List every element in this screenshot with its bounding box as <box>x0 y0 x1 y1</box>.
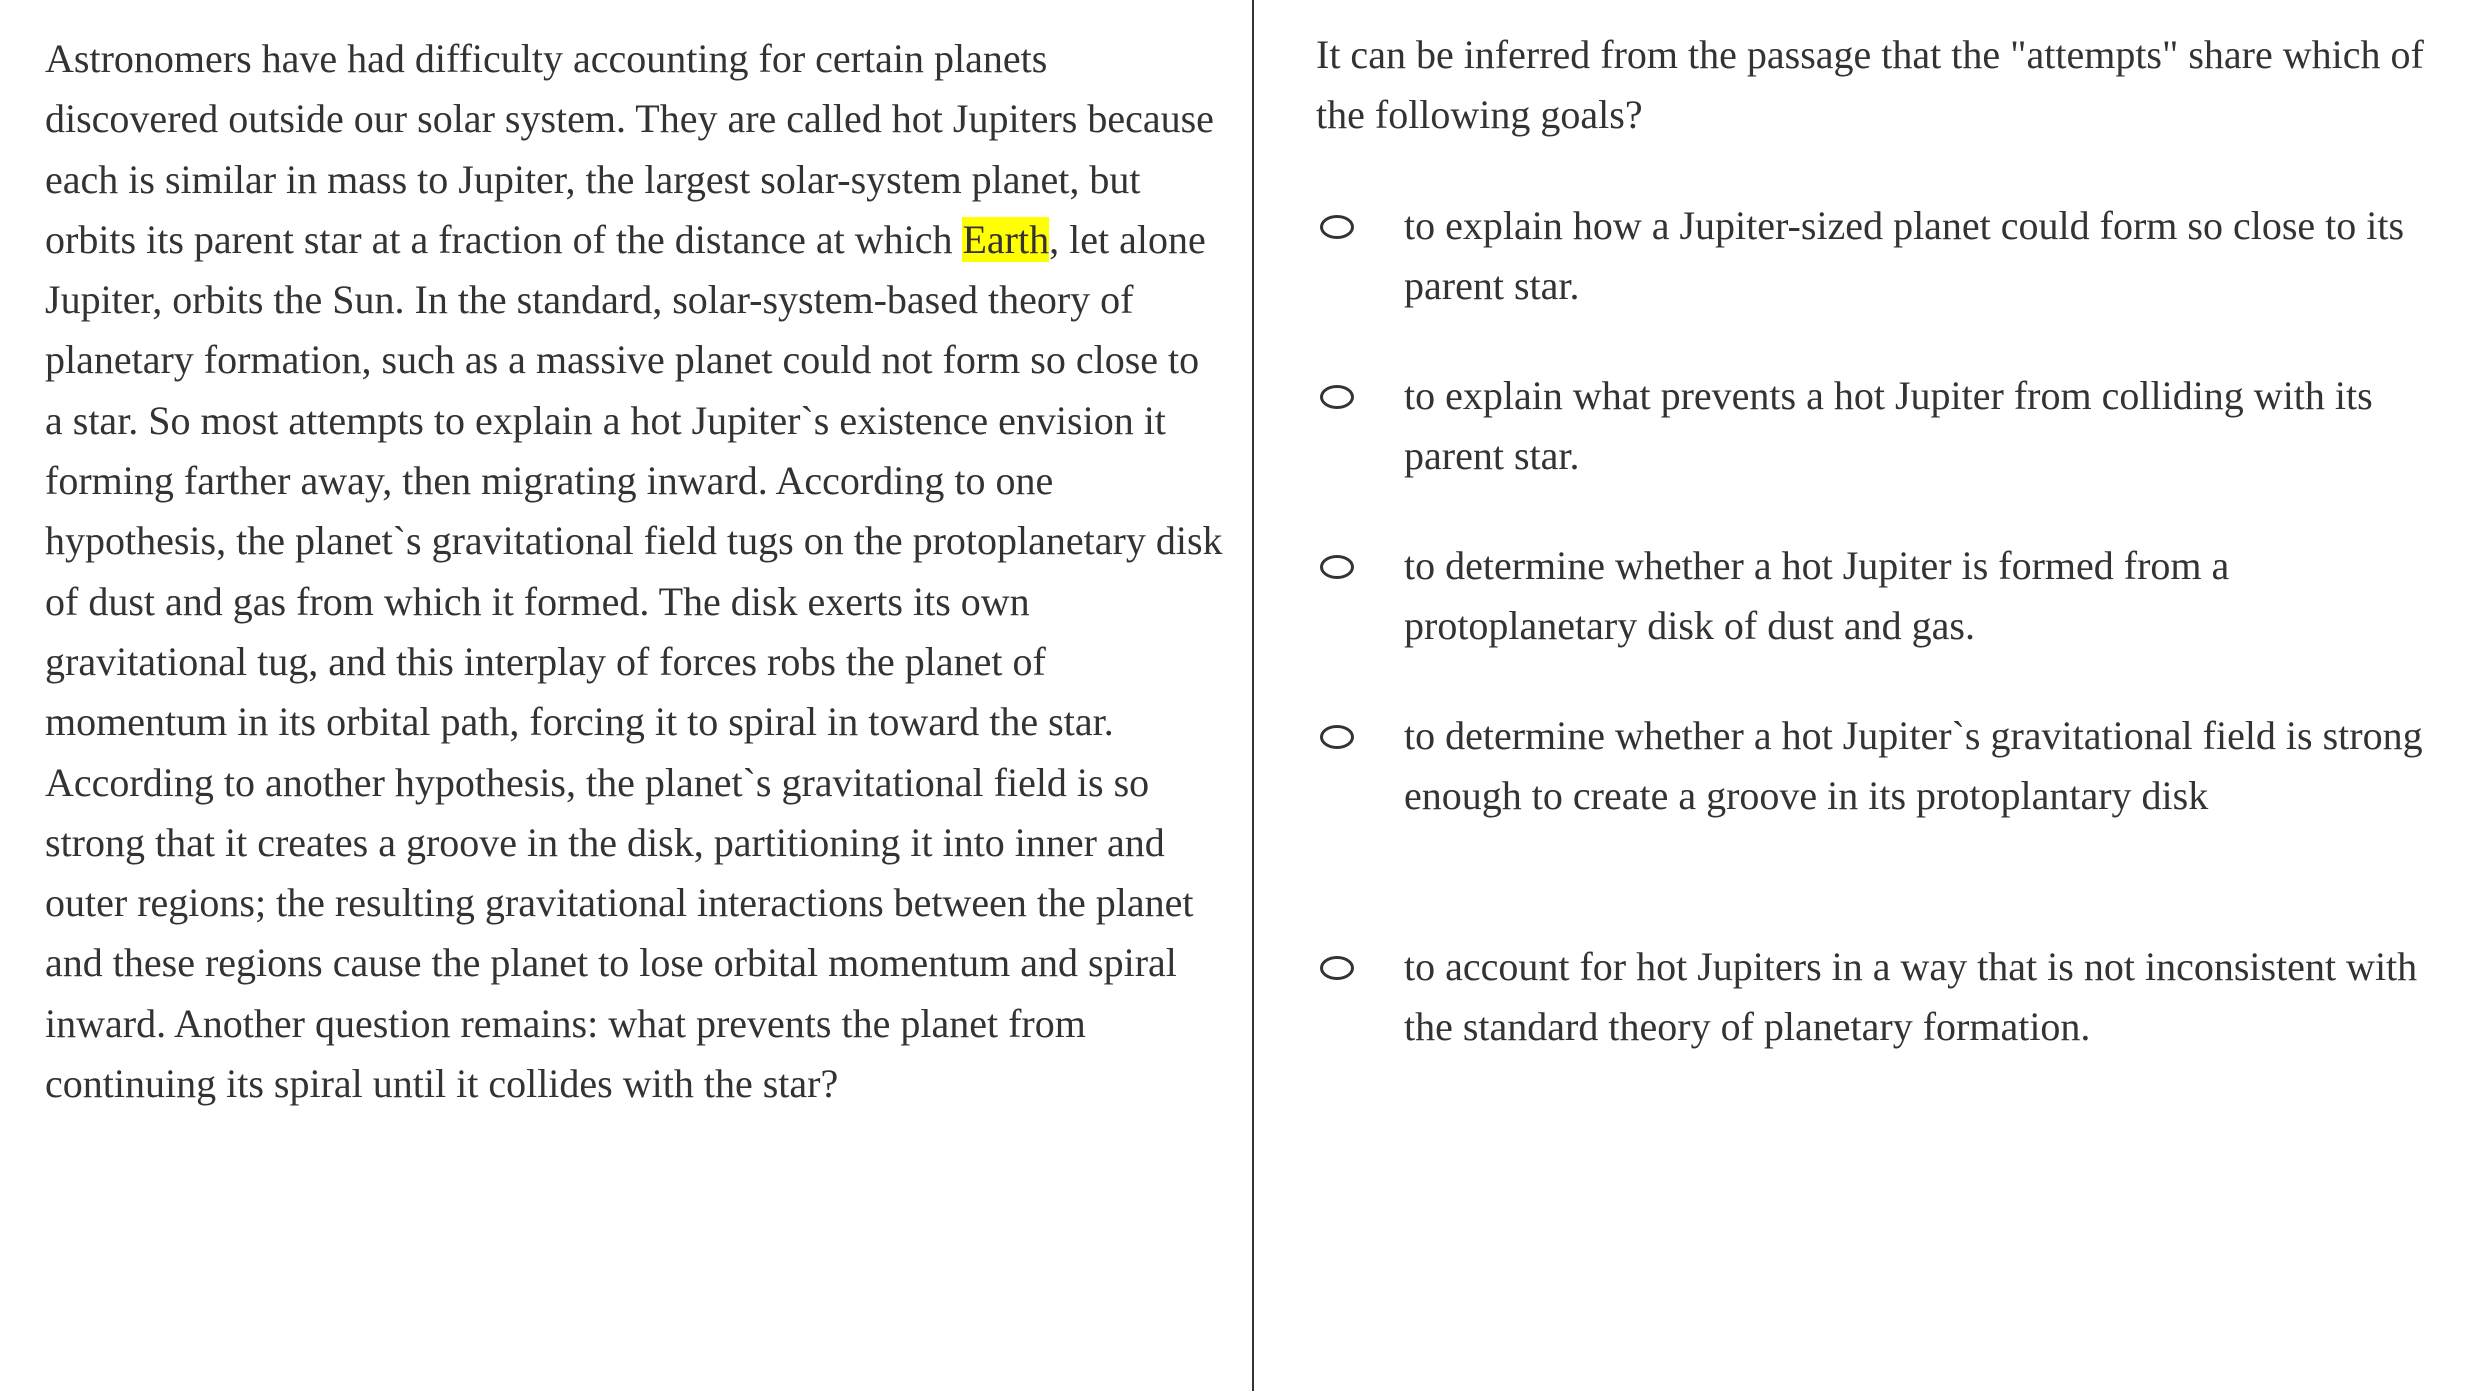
answer-choice-b-label[interactable]: to explain what prevents a hot Jupiter from colliding with its parent star. <box>1404 373 2373 478</box>
question-stem: It can be inferred from the passage that the "attempts" share which of the following goals? <box>1316 32 2424 137</box>
answer-choice-e-label[interactable]: to account for hot Jupiters in a way that is not inconsistent with the standard theory of planetary formation. <box>1404 944 2418 1049</box>
highlighted-word[interactable]: Earth <box>962 216 1050 262</box>
radio-button-icon[interactable] <box>1320 385 1354 409</box>
radio-button-icon[interactable] <box>1320 555 1354 579</box>
passage-text-part-2: , let alone Jupiter, orbits the Sun. In the standard, solar-system-based theory of planetary formation, such as a massive planet could not form so close to a star. So most attempts to explain a hot Jupiter`s existence envision it forming farther away, then migrating inward. According to one hypothesis, the planet`s gravitational field tugs on the protoplanetary disk of dust and gas from which it formed. The disk exerts its own gravitational tug, and this interplay of forces robs the planet of momentum in its orbital path, forcing it to spiral in toward the star. According to another hypothesis, the planet`s gravitational field is so strong that it creates a groove in the disk, partitioning it into inner and outer regions; the resulting gravitational interactions between the planet and these regions cause the planet to lose orbital momentum and spiral inward. Another question remains: what prevents the planet from continuing its spiral until it collides with the star? <box>45 216 1223 1107</box>
answer-choice-a-label[interactable]: to explain how a Jupiter-sized planet could form so close to its parent star. <box>1404 203 2405 308</box>
answer-choice-c-label[interactable]: to determine whether a hot Jupiter is formed from a protoplanetary disk of dust and gas. <box>1404 543 2230 648</box>
answer-choice-d-label[interactable]: to determine whether a hot Jupiter`s gravitational field is strong enough to create a groove in its protoplantary disk <box>1404 713 2423 818</box>
passage-text-part-1: Astronomers have had difficulty accounting for certain planets discovered outside our solar system. They are called hot Jupiters because each is similar in mass to Jupiter, the largest solar-system planet, but orbits its parent star at a fraction of the distance at which <box>45 36 1214 262</box>
passage-text <box>45 29 1225 1114</box>
radio-button-icon[interactable] <box>1320 725 1354 749</box>
question-pane <box>1254 0 2487 1391</box>
radio-button-icon[interactable] <box>1320 215 1354 239</box>
radio-button-icon[interactable] <box>1320 956 1354 980</box>
